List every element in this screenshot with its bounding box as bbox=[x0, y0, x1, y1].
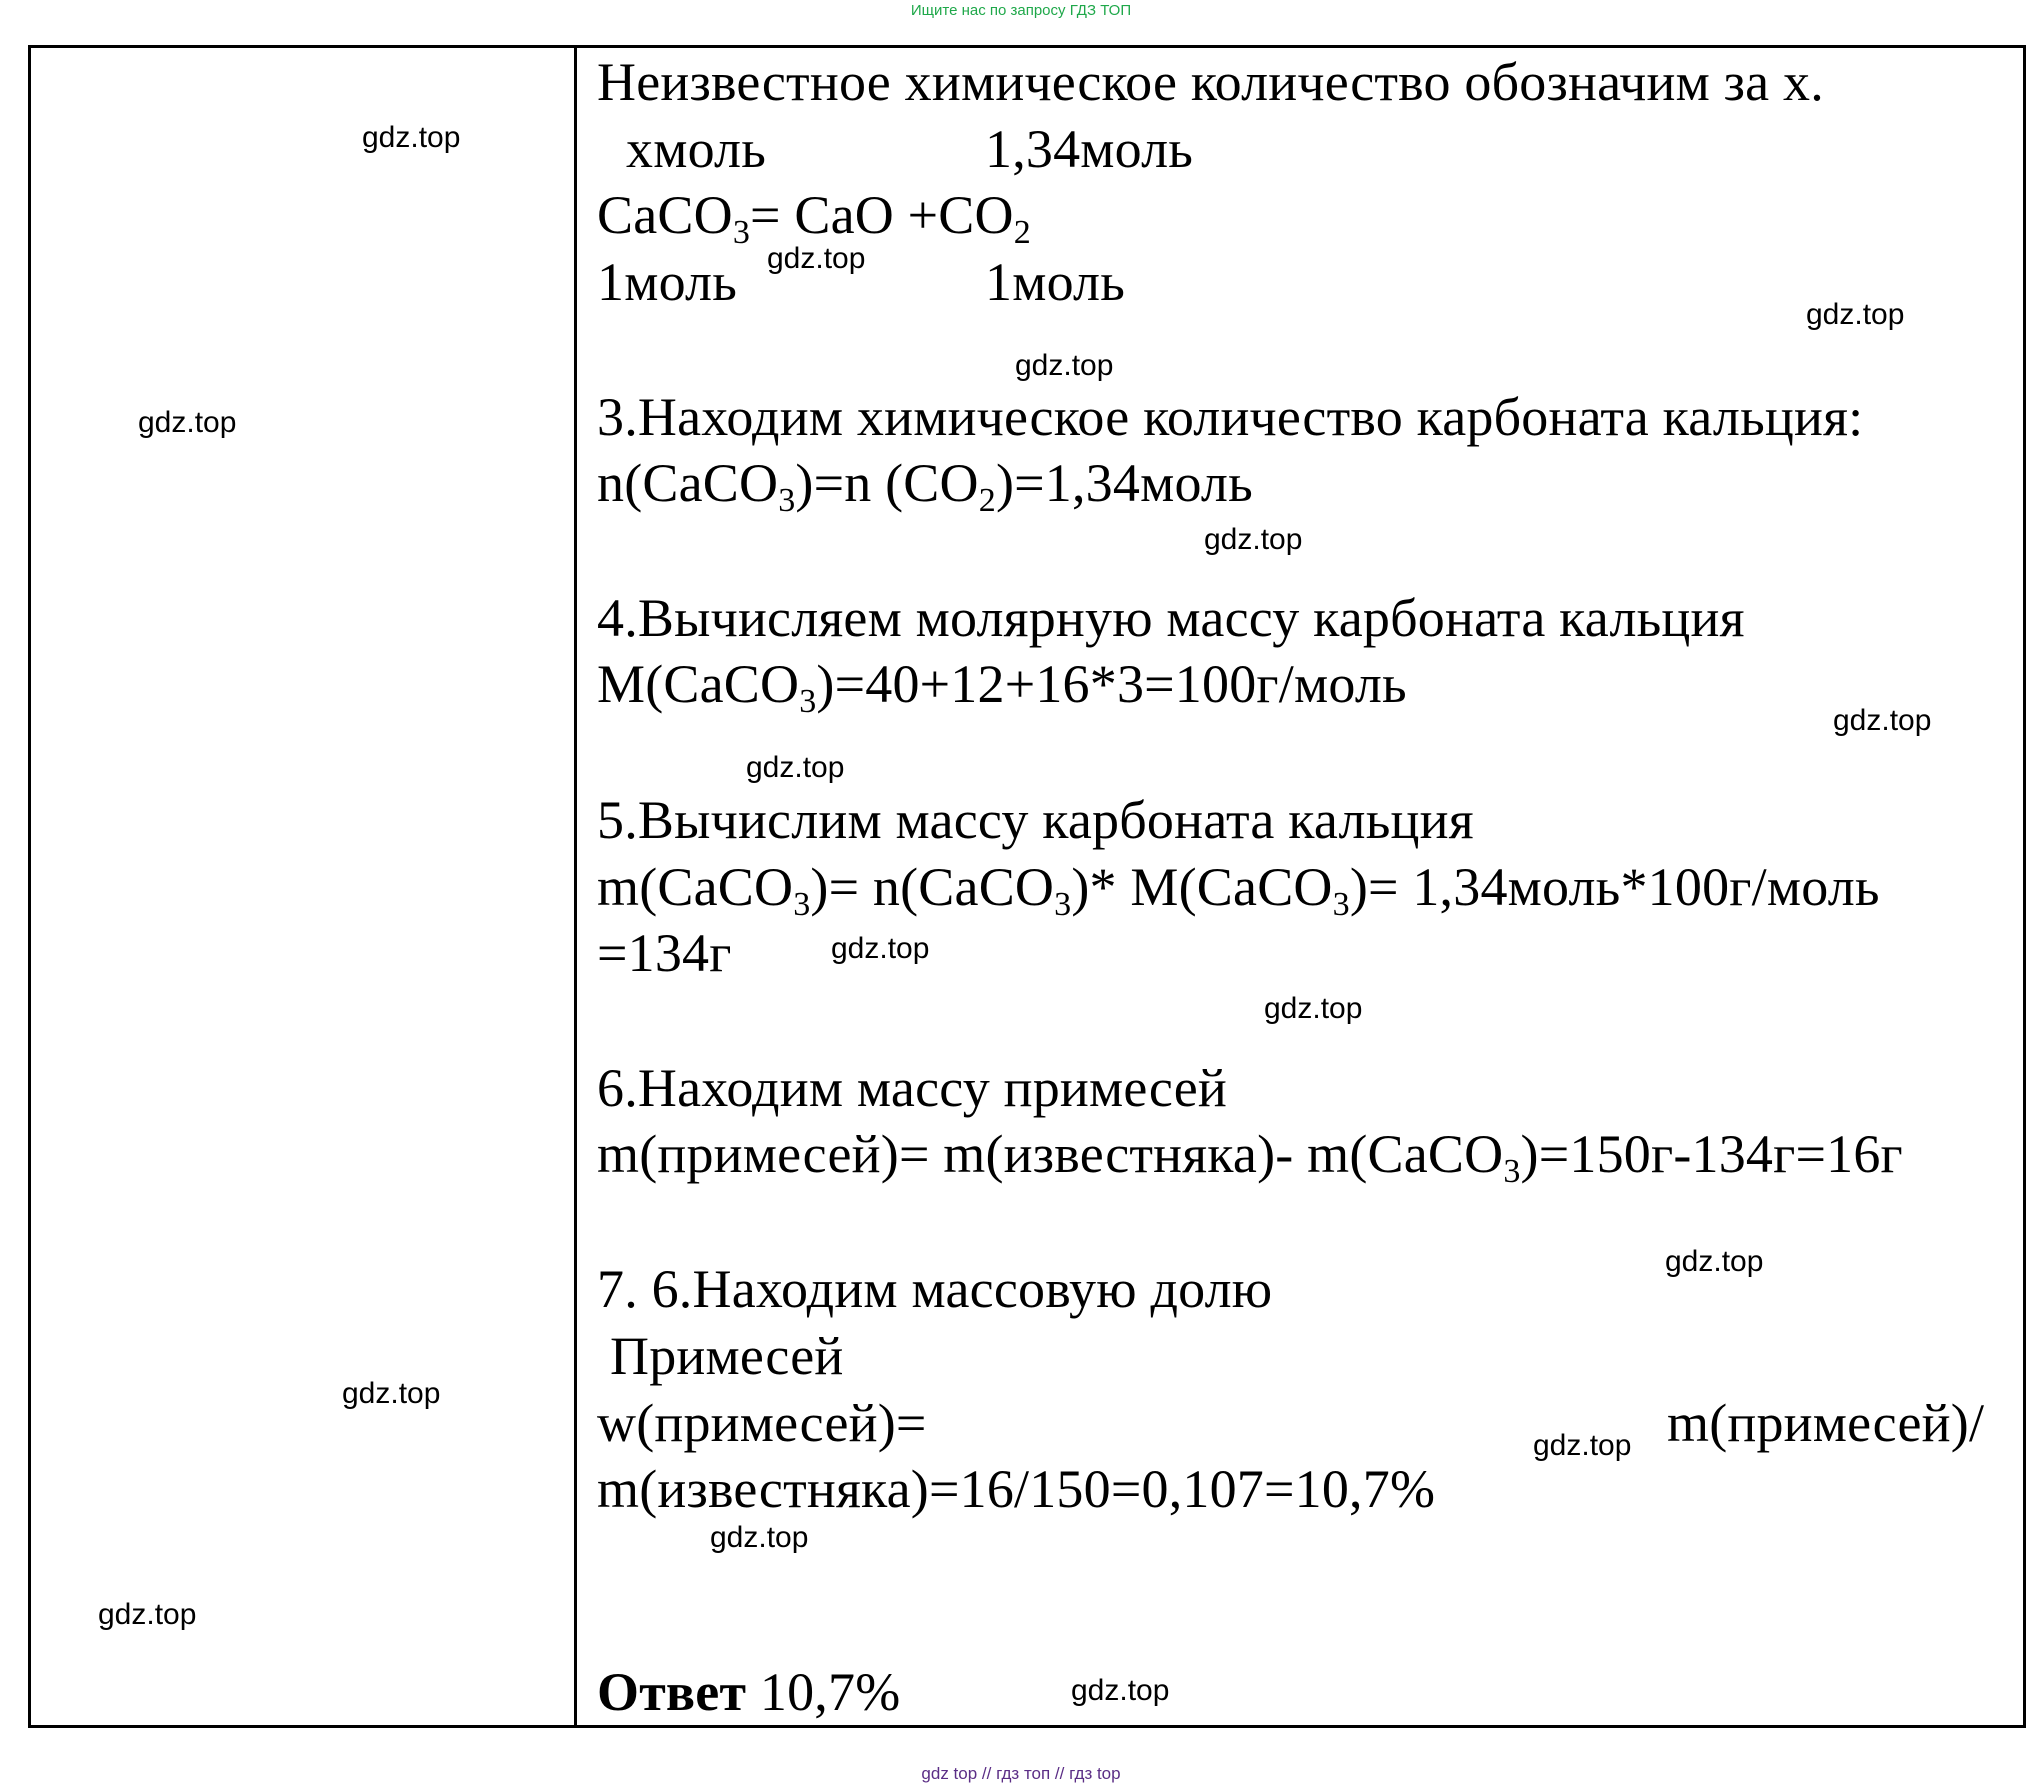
step7-formula-left: w(примесей)= bbox=[597, 1393, 927, 1453]
watermark: gdz.top bbox=[1071, 1674, 1170, 1707]
watermark: gdz.top bbox=[746, 751, 845, 784]
watermark: gdz.top bbox=[362, 121, 461, 154]
watermark: gdz.top bbox=[1665, 1245, 1764, 1278]
step5-title: 5.Вычислим массу карбоната кальция bbox=[597, 790, 1474, 850]
watermark: gdz.top bbox=[1533, 1429, 1632, 1462]
equation-top-right: 1,34моль bbox=[985, 119, 1194, 179]
step6-title: 6.Находим массу примесей bbox=[597, 1058, 1227, 1118]
footer-links[interactable]: gdz top // гдз топ // гдз top bbox=[921, 1764, 1121, 1783]
watermark: gdz.top bbox=[342, 1377, 441, 1410]
step5-result: =134г bbox=[597, 923, 732, 983]
intro-text: Неизвестное химическое количество обозначим за х. bbox=[597, 52, 1824, 112]
watermark: gdz.top bbox=[1015, 349, 1114, 382]
watermark: gdz.top bbox=[98, 1598, 197, 1631]
step4-formula: M(CaCO$_3$)=40+12+16*3=100г/моль bbox=[597, 654, 1407, 720]
equation-top-left: хмоль bbox=[626, 119, 767, 179]
watermark: gdz.top bbox=[710, 1521, 809, 1554]
step7-formula-result: m(известняка)=16/150=0,107=10,7% bbox=[597, 1459, 1436, 1519]
equation-bottom-left: 1моль bbox=[597, 252, 738, 312]
watermark: gdz.top bbox=[767, 242, 866, 275]
equation-bottom-right: 1моль bbox=[985, 252, 1126, 312]
step7-title: 7. 6.Находим массовую долю bbox=[597, 1259, 1273, 1319]
step3-formula: n(CaCO$_3$)=n $(CO_2)=1,34моль$ bbox=[597, 453, 1253, 519]
watermark: gdz.top bbox=[1833, 704, 1932, 737]
watermark: gdz.top bbox=[831, 932, 930, 965]
step6-formula: m(примесей)= m(известняка)- m(CaCO$_3$)=150г-134г=16г bbox=[597, 1124, 1903, 1190]
step7-title-continued: Примесей bbox=[610, 1326, 844, 1386]
watermark: gdz.top bbox=[1806, 298, 1905, 331]
answer-value: 10,7% bbox=[759, 1662, 901, 1722]
step4-title: 4.Вычисляем молярную массу карбоната кальция bbox=[597, 588, 1745, 648]
watermark: gdz.top bbox=[138, 406, 237, 439]
column-divider bbox=[574, 45, 577, 1728]
search-banner: Ищите нас по запросу ГДЗ ТОП bbox=[910, 2, 1132, 19]
watermark: gdz.top bbox=[1264, 992, 1363, 1025]
step5-formula: m(CaCO$_3$)= n(CaCO$_3$)* M(CaCO$_3$)= 1,34моль*100г/моль bbox=[597, 857, 1880, 923]
step3-title: 3.Находим химическое количество карбоната кальция: bbox=[597, 387, 1864, 447]
step7-formula-right: m(примесей)/ bbox=[1667, 1393, 1985, 1453]
answer-label: Ответ bbox=[597, 1662, 747, 1722]
reaction-equation: CaCO$_3$= CaO $+CO_2$ bbox=[597, 185, 1031, 251]
answer bbox=[597, 1662, 900, 1722]
watermark: gdz.top bbox=[1204, 523, 1303, 556]
